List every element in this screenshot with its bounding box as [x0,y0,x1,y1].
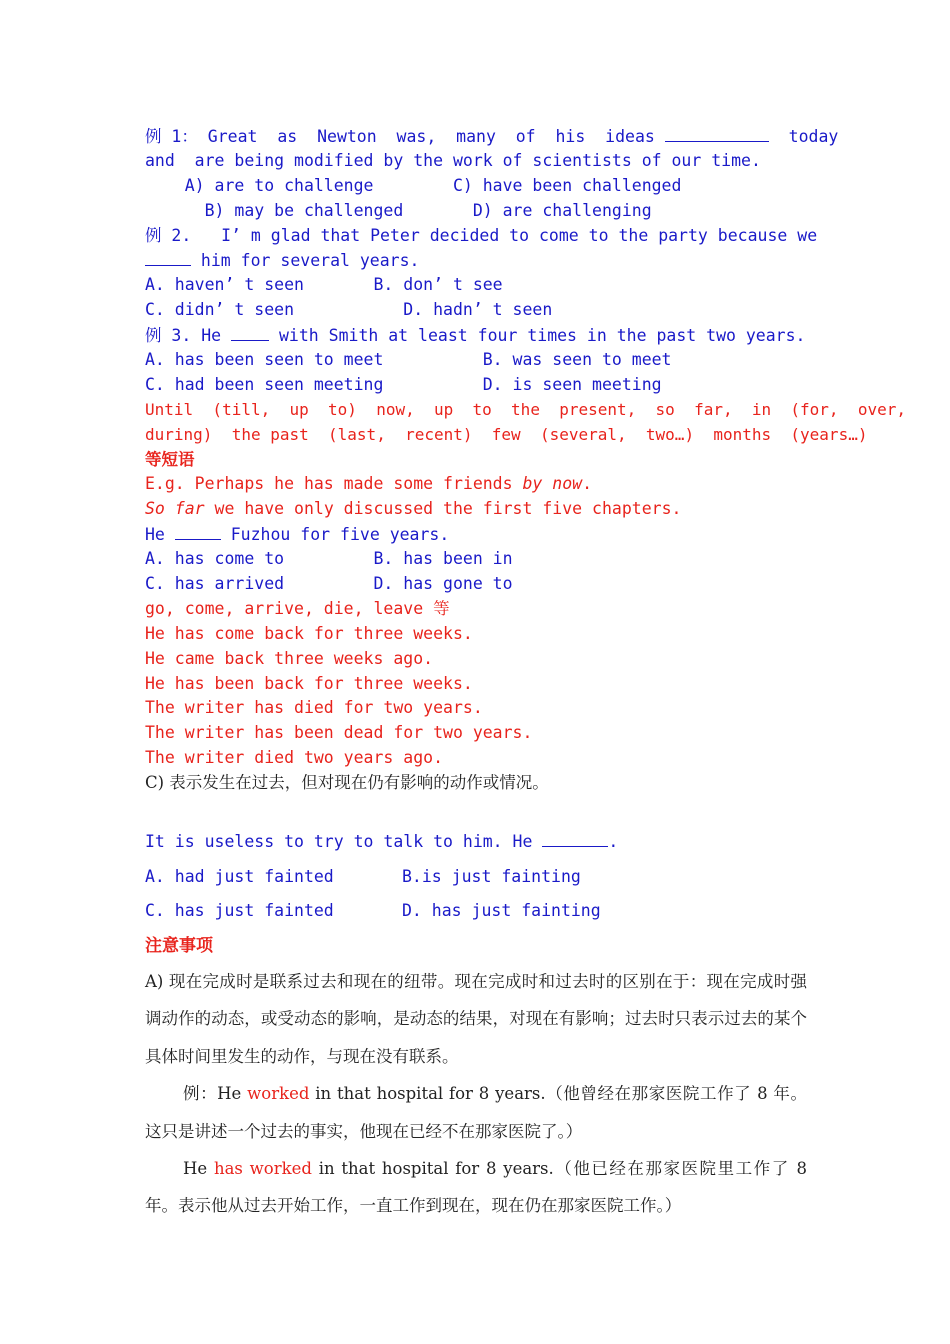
notes-example-2 [145,1150,807,1225]
verbs-sentence-6: The writer died two years ago. [145,748,444,768]
faint-options-cd [145,894,807,929]
faint-option-d: D. has just fainting [402,901,601,921]
fuzhou-question [145,522,807,547]
notes-example-1-verb: worked [247,1084,310,1104]
ex3-options-ab: A. has been seen to meet B. was seen to meet [145,350,672,370]
ex2-options-ab: A. haven’ t seen B. don’ t see [145,275,503,295]
ex1-options-bd: B) may be challenged D) are challenging [145,200,652,220]
document-page [145,124,906,1225]
ex3-options-cd: C. had been seen meeting D. is seen meeting [145,374,662,394]
fuzhou-question-end: Fuzhou for five years. [220,525,450,545]
ex2-line2 [145,248,807,273]
example-by-now-text: E.g. Perhaps he has made some friends [145,474,523,494]
ex3-question-end: with Smith at least four times in the past two years. [269,326,806,346]
fuzhou-question-start: He [145,525,175,545]
notes-example-2-rest: in that hospital for 8 years.（他已经在那家医院里工作了 8 年。表示他从过去开始工作，一直工作到现在，现在仍在那家医院工作。） [145,1159,807,1216]
ex2-line1: 例 2. I’ m glad that Peter decided to come to the party because we [145,225,818,245]
notes-example-1-rest: in that hospital for 8 years.（他曾经在那家医院工作了 8 年。这只是讲述一个过去的事实，他现在已经不在那家医院了。） [145,1084,807,1141]
section-c-text: C) 表示发生在过去，但对现在仍有影响的动作或情况。 [145,773,549,793]
faint-option-b: B.is just fainting [402,866,581,886]
faint-option-a: A. had just fainted [145,866,334,886]
fuzhou-options-cd: C. has arrived D. has gone to [145,574,513,594]
example-so-far-text: we have only discussed the first five chapters. [204,499,682,519]
verbs-sentence-5: The writer has been dead for two years. [145,723,533,743]
ex1-options-ac: A) are to challenge C) have been challenged [145,175,682,195]
faint-question-start: It is useless to try to talk to him. He [145,832,543,852]
verbs-sentence-3: He has been back for three weeks. [145,673,473,693]
ex1-line1 [145,124,839,149]
example-by-now-emphasis: by now [522,474,583,494]
ex1-line2: and are being modified by the work of scientists of our time. [145,150,761,170]
example-so-far-emphasis: So far [145,499,205,519]
time-phrases-line2: during) the past (last, recent) few (several, two…) months (years…) [145,424,868,444]
faint-option-c: C. has just fainted [145,901,334,921]
time-phrases-label: 等短语 [145,449,195,469]
notes-title: 注意事项 [145,935,213,956]
ex1-question-start: 例 1： Great as Newton was, many of his ideas [145,127,655,146]
faint-question-end: . [608,832,619,852]
notes-example-1 [145,1075,807,1150]
notes-example-2-verb: has worked [213,1159,312,1179]
ex1-question-end: today [788,127,839,146]
fuzhou-blank [175,522,221,540]
verbs-sentence-2: He came back three weeks ago. [145,648,434,668]
time-phrases-line1: Until (till, up to) now, up to the present, so far, in (for, over, [145,399,906,419]
notes-example-1-start: 例：He [183,1084,248,1104]
notes-example-2-start: He [183,1159,214,1179]
example-by-now [145,472,807,497]
ex2-blank [145,248,191,266]
notes-para-a: A) 现在完成时是联系过去和现在的纽带。现在完成时和过去时的区别在于：现在完成时强调动作的动态，或受动态的影响，是动态的结果，对现在有影响；过去时只表示过去的某个具体时间里发生的动作，与现在没有联系。 [145,972,807,1066]
example-by-now-period: . [582,474,593,494]
faint-options-ab [145,860,807,895]
verbs-sentence-1: He has come back for three weeks. [145,623,473,643]
ex2-line2-text: him for several years. [191,251,420,271]
faint-blank [542,829,608,847]
ex3-blank [231,323,269,341]
ex2-options-cd: C. didn’ t seen D. hadn’ t seen [145,300,553,320]
spacer [145,796,807,825]
ex1-blank [665,124,769,142]
ex3-question-start: 例 3. He [145,326,232,346]
ex3-line1 [145,323,807,348]
faint-question [145,825,807,860]
example-so-far [145,497,807,522]
verbs-sentence-4: The writer has died for two years. [145,698,483,718]
fuzhou-options-ab: A. has come to B. has been in [145,549,513,569]
verbs-title: go, come, arrive, die, leave 等 [145,598,450,618]
